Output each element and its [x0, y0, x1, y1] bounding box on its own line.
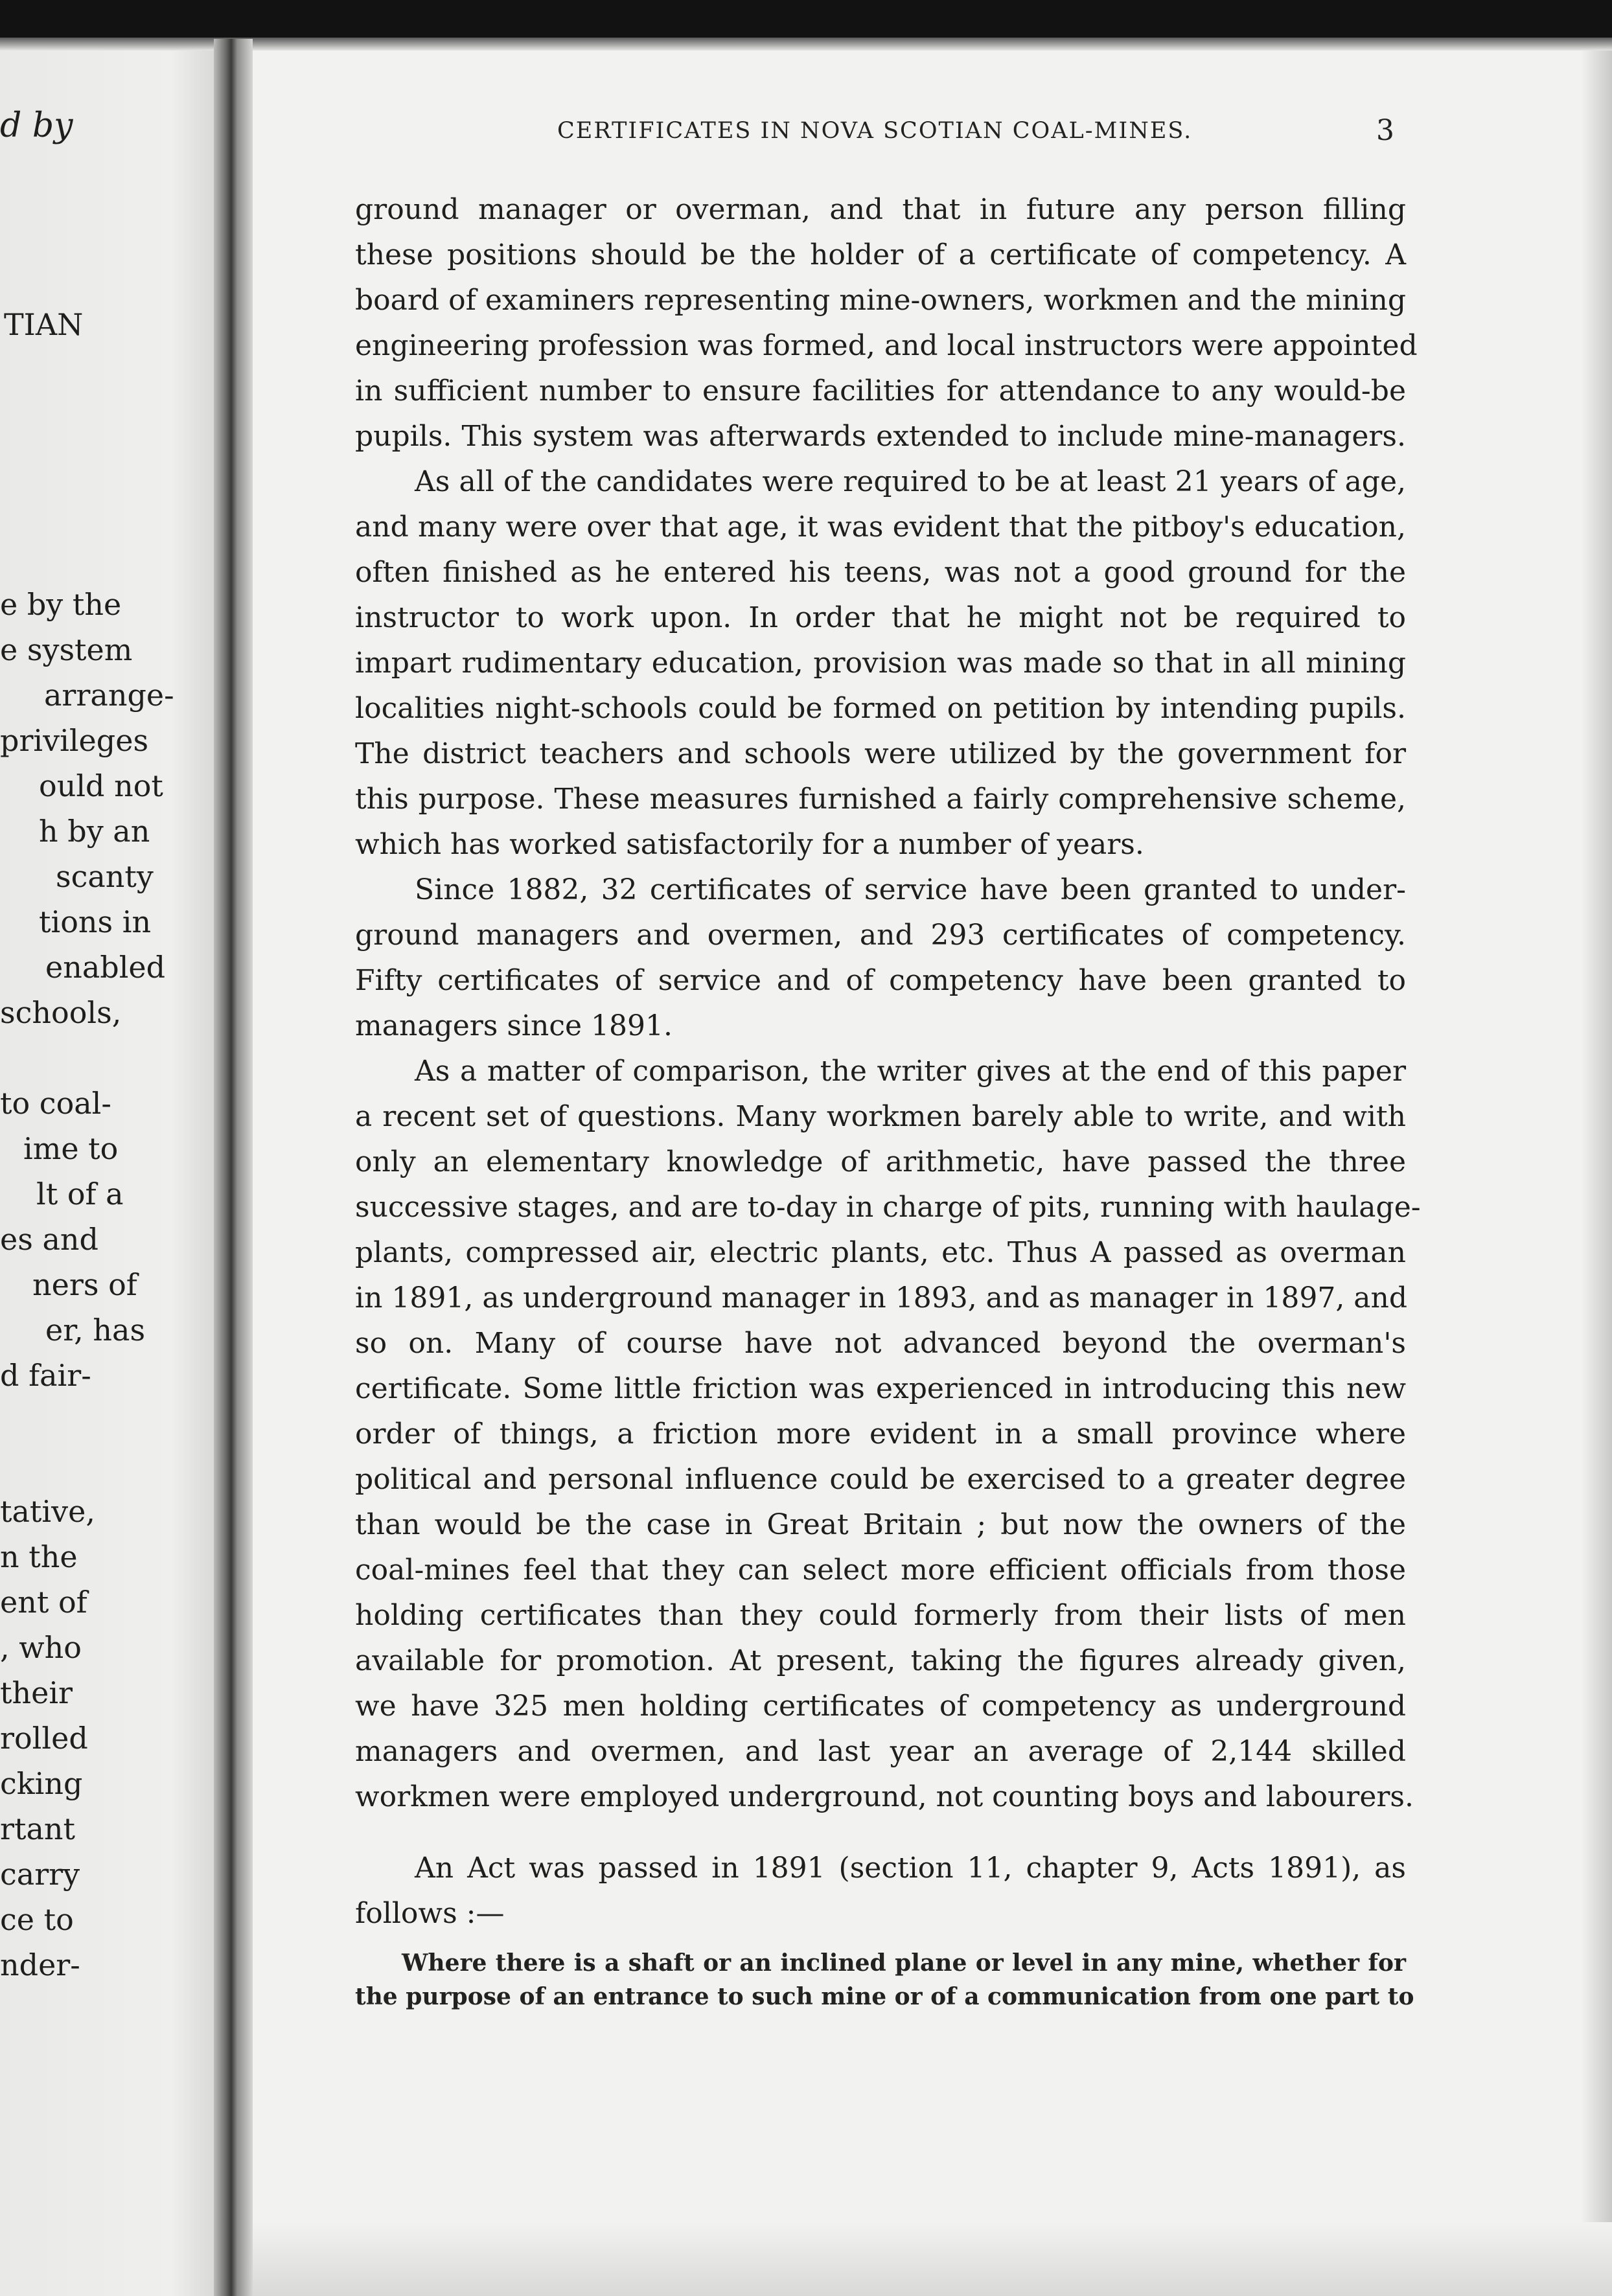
top-dark-border: [0, 0, 1612, 38]
body-line: managers since 1891.: [355, 1009, 673, 1042]
body-line: political and personal influence could be exercised to a greater degree: [355, 1463, 1406, 1496]
body-line: only an elementary knowledge of arithmetic, have passed the three: [355, 1145, 1406, 1178]
body-line: board of examiners representing mine-owners, workmen and the mining: [355, 284, 1406, 317]
page-number: 3: [1376, 114, 1394, 147]
body-line: coal-mines feel that they can select more efficient officials from those: [355, 1554, 1406, 1587]
body-line: which has worked satisfactorily for a number of years.: [355, 828, 1144, 861]
body-line: Since 1882, 32 certificates of service have been granted to under-: [415, 873, 1406, 906]
left-page-edge: [0, 51, 214, 2296]
body-line: we have 325 men holding certificates of competency as underground: [355, 1690, 1406, 1723]
left-fragment: ould not: [39, 768, 163, 803]
body-line: successive stages, and are to-day in charge of pits, running with haulage-: [355, 1191, 1421, 1224]
bottom-shadow: [253, 2222, 1612, 2296]
left-fragment: privileges: [0, 723, 149, 758]
left-fragment: enabled: [45, 950, 166, 985]
left-fragment: TIAN: [4, 307, 84, 342]
body-line: holding certificates than they could formerly from their lists of men: [355, 1599, 1406, 1632]
left-fragment: h by an: [39, 814, 150, 849]
quoted-act-line: Where there is a shaft or an inclined plane or level in any mine, whether for: [402, 1949, 1406, 1977]
book-gutter: [214, 39, 253, 2296]
body-line: certificate. Some little friction was experienced in introducing this new: [355, 1372, 1406, 1405]
body-line: As a matter of comparison, the writer gives at the end of this paper: [415, 1055, 1406, 1088]
left-fragment: cking: [0, 1766, 83, 1801]
body-line: follows :—: [355, 1897, 505, 1930]
left-fragment: ners of: [32, 1267, 137, 1302]
body-line: managers and overmen, and last year an average of 2,144 skilled: [355, 1735, 1406, 1768]
body-line: these positions should be the holder of a certificate of competency. A: [355, 238, 1406, 271]
left-fragment: scanty: [56, 859, 154, 894]
body-line: in sufficient number to ensure facilities for attendance to any would-be: [355, 374, 1406, 408]
body-line: plants, compressed air, electric plants, etc. Thus A passed as overman: [355, 1236, 1406, 1269]
left-fragment: e by the: [0, 587, 122, 622]
body-line: than would be the case in Great Britain ; but now the owners of the: [355, 1508, 1406, 1541]
body-line: workmen were employed underground, not counting boys and labourers.: [355, 1780, 1414, 1813]
body-line: ground manager or overman, and that in future any person filling: [355, 193, 1406, 226]
body-line: As all of the candidates were required to be at least 21 years of age,: [415, 465, 1406, 498]
left-fragment: carry: [0, 1857, 80, 1892]
left-fragment: es and: [0, 1222, 98, 1257]
quoted-act-line: the purpose of an entrance to such mine or of a communication from one part to: [355, 1983, 1414, 2010]
left-fragment: tative,: [0, 1494, 95, 1529]
left-fragment: d by: [0, 106, 73, 145]
body-line: a recent set of questions. Many workmen barely able to write, and with: [355, 1100, 1406, 1133]
left-fragment: d fair-: [0, 1358, 91, 1393]
body-line: An Act was passed in 1891 (section 11, chapter 9, Acts 1891), as: [415, 1852, 1406, 1885]
body-line: often finished as he entered his teens, was not a good ground for the: [355, 556, 1406, 589]
body-line: pupils. This system was afterwards extended to include mine-managers.: [355, 420, 1406, 453]
left-fragment: ce to: [0, 1902, 74, 1937]
left-fragment: ime to: [23, 1131, 119, 1166]
body-line: so on. Many of course have not advanced beyond the overman's: [355, 1327, 1406, 1360]
body-line: ground managers and overmen, and 293 certificates of competency.: [355, 919, 1406, 952]
left-fragment: nder-: [0, 1947, 80, 1982]
body-line: instructor to work upon. In order that he might not be required to: [355, 601, 1406, 634]
left-fragment: rolled: [0, 1721, 88, 1756]
left-fragment: e system: [0, 632, 133, 667]
body-line: engineering profession was formed, and local instructors were appointed: [355, 329, 1418, 362]
body-line: impart rudimentary education, provision was made so that in all mining: [355, 647, 1406, 680]
left-fragment: n the: [0, 1539, 78, 1574]
body-line: localities night-schools could be formed on petition by intending pupils.: [355, 692, 1406, 725]
left-fragment: , who: [0, 1630, 82, 1665]
body-line: The district teachers and schools were utilized by the government for: [355, 737, 1406, 770]
body-line: Fifty certificates of service and of competency have been granted to: [355, 964, 1406, 997]
left-fragment: schools,: [0, 995, 122, 1030]
left-fragment: er, has: [45, 1313, 146, 1348]
body-line: in 1891, as underground manager in 1893, and as manager in 1897, and: [355, 1281, 1408, 1314]
body-line: and many were over that age, it was evident that the pitboy's education,: [355, 511, 1406, 544]
left-fragment: tions in: [39, 904, 152, 939]
left-fragment: arrange-: [44, 678, 174, 713]
body-line: order of things, a friction more evident in a small province where: [355, 1418, 1406, 1451]
left-fragment: their: [0, 1675, 73, 1710]
left-fragment: lt of a: [36, 1177, 124, 1211]
left-fragment: rtant: [0, 1811, 76, 1846]
right-page-edge-shadow: [1581, 51, 1612, 2296]
body-line: this purpose. These measures furnished a fairly comprehensive scheme,: [355, 783, 1406, 816]
left-fragment: to coal-: [0, 1086, 111, 1121]
body-line: available for promotion. At present, taking the figures already given,: [355, 1644, 1406, 1677]
running-header: CERTIFICATES IN NOVA SCOTIAN COAL-MINES.: [557, 118, 1193, 144]
left-fragment: ent of: [0, 1585, 87, 1620]
